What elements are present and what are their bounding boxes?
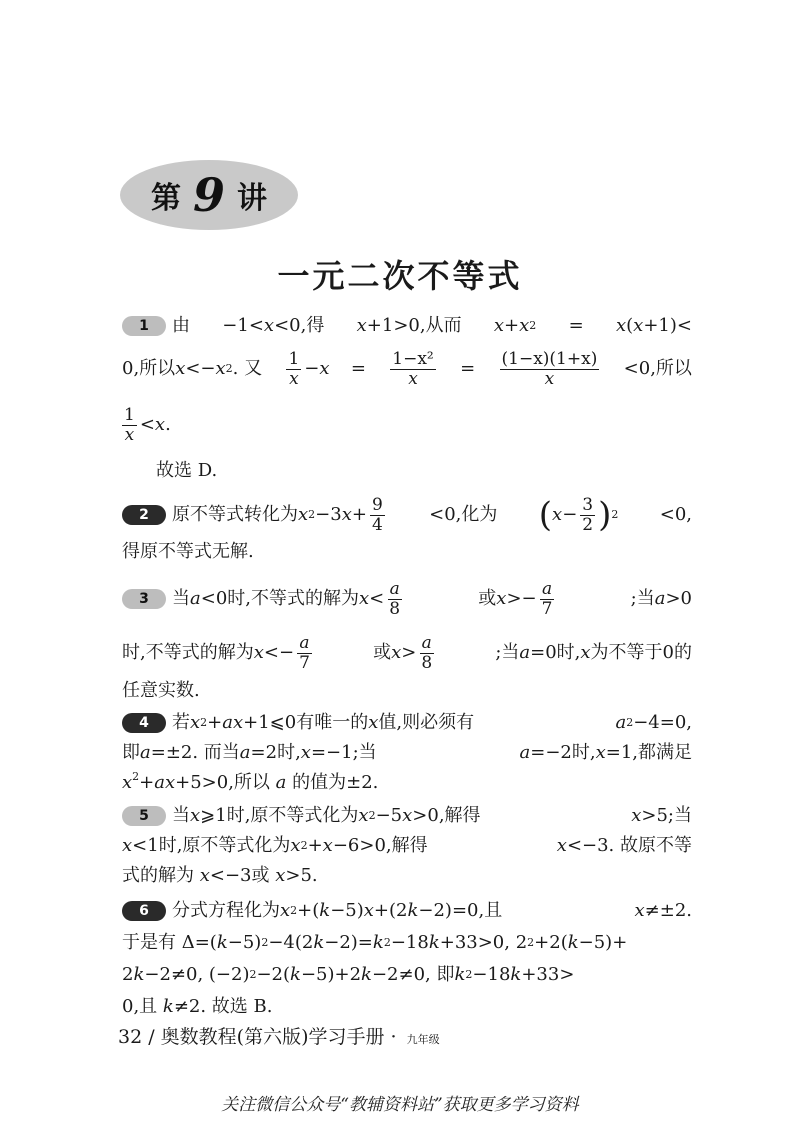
left-paren: ( [538, 495, 553, 536]
fraction [387, 580, 402, 618]
text: −1< [222, 315, 264, 336]
math-var: x [190, 805, 201, 826]
text: >− [506, 588, 537, 610]
text: −2)= [324, 932, 373, 953]
text: −2)=0,且 [418, 900, 503, 921]
text: = [460, 358, 476, 380]
text: +2( [534, 932, 568, 953]
text: >0,解得 [412, 805, 481, 826]
text: 当 [172, 805, 190, 826]
math-var: x [341, 504, 352, 526]
p6-line2-s1: 于是有 Δ=( k −5) 2 −4(2 k −2)= k 2 −18 k +33>0, 2 2 +2( k −5)+ [122, 929, 627, 957]
p1-line1-e1 [222, 312, 324, 340]
numerator: a [389, 579, 400, 599]
text: +(2 [373, 900, 408, 921]
text: <1时,原不等式化为 [132, 835, 291, 856]
lecture-number: 9 [192, 168, 225, 222]
p4-line1-lead: 4 若 x 2 + ax +1⩽0有唯一的 x 值,则必须有 [122, 709, 474, 737]
math-var: x [493, 315, 505, 336]
math-var: x [122, 772, 133, 793]
math-var: ax [222, 712, 244, 733]
math-var: k [361, 964, 372, 985]
numerator: 1−x² [392, 349, 434, 369]
math-var: x [615, 315, 627, 336]
math-var: x [363, 900, 374, 921]
math-var: k [407, 900, 419, 921]
denominator: 8 [421, 652, 433, 673]
math-var: x [280, 900, 291, 921]
p6-line4 [122, 993, 272, 1021]
denominator: x [124, 424, 135, 445]
text: −4(2 [268, 932, 314, 953]
p5-line1 [122, 802, 692, 830]
p1-line2 [122, 350, 692, 388]
problem-number-badge: 3 [122, 589, 166, 609]
text: −2≠0, (−2) [144, 964, 250, 985]
exponent: 2 [132, 770, 140, 783]
fraction [370, 496, 385, 534]
p1-line2-s2 [283, 350, 329, 388]
text: −5)+ [578, 932, 628, 953]
p6-line1 [122, 897, 692, 925]
math-var: x [358, 805, 369, 826]
footer-separator: / [142, 1026, 161, 1048]
math-var: x [634, 900, 645, 921]
math-var: a [275, 772, 287, 793]
p4-line2-s2 [520, 739, 693, 767]
numerator: 1 [124, 405, 135, 425]
p5-line1-lead: 5 当 x ⩾1时,原不等式化为 x 2 −5 x >0,解得 [122, 802, 481, 830]
numerator: (1−x)(1+x) [501, 349, 598, 369]
text: 或 [478, 588, 497, 610]
problem-number-badge: 5 [122, 806, 166, 826]
p3-line2-s3 [495, 639, 692, 667]
math-var: x [275, 865, 286, 886]
numerator: a [299, 633, 310, 653]
numerator: 1 [288, 349, 300, 369]
math-var: x [556, 835, 567, 856]
text: +33>0, 2 [439, 932, 528, 953]
text: −5) [227, 932, 262, 953]
p3-line1 [122, 580, 692, 618]
math-var: x [580, 642, 591, 664]
text: 由 [172, 315, 190, 336]
p5-line1-end [631, 802, 692, 830]
text: −3 [315, 504, 342, 526]
math-var: x [359, 588, 370, 610]
text: − [304, 358, 320, 380]
fraction [500, 350, 600, 388]
text: <0时,不等式的解为 [200, 588, 359, 610]
text: = [568, 315, 584, 336]
text: < [369, 588, 385, 610]
math-var: k [567, 932, 579, 953]
math-var: a [519, 742, 531, 763]
text: 0,所以 [122, 358, 176, 380]
p2-line1-lead: 2 原不等式转化为 x 2 −3 x + $\frac{9}{4}$ [122, 496, 388, 534]
p4-line3 [122, 769, 378, 797]
p4-line2-s1 [122, 739, 377, 767]
fraction [297, 634, 312, 672]
text: −5)+2 [300, 964, 362, 985]
math-var: x [319, 358, 330, 380]
math-var: x [190, 712, 201, 733]
p2-line2: 得原不等式无解. [122, 541, 254, 562]
text: 于是有 Δ=( [122, 932, 217, 953]
text: 分式方程化为 [172, 900, 280, 921]
text: <0,所以 [623, 358, 692, 380]
denominator: 7 [299, 652, 310, 673]
text: ≠2. 故选 B. [173, 996, 273, 1017]
math-var: x [175, 358, 186, 380]
p1-line3 [122, 406, 171, 444]
text: 即 [122, 742, 140, 763]
text: +5>0,所以 [175, 772, 276, 793]
text: ;当 [495, 642, 520, 664]
math-var: x [631, 805, 642, 826]
denominator: 7 [541, 598, 553, 619]
page-title: 一元二次不等式 [277, 257, 523, 295]
text: −6>0,解得 [332, 835, 428, 856]
p1-line1-e3: x + x 2 [494, 312, 536, 340]
text: − [562, 504, 578, 526]
p2-line1 [122, 496, 692, 534]
page-number: 32 [118, 1026, 143, 1048]
denominator: x [408, 368, 418, 389]
p6-line3 [122, 961, 692, 989]
fraction [390, 350, 435, 388]
text: 当 [172, 588, 190, 610]
math-var: k [216, 932, 228, 953]
p3-line2-s2 [373, 634, 437, 672]
math-var: x [300, 742, 311, 763]
math-var: k [162, 996, 174, 1017]
text: 0,且 [122, 996, 163, 1017]
p4-line1-end: a 2 −4=0, [615, 709, 692, 737]
math-var: x [253, 642, 264, 664]
text: 2 [122, 964, 134, 985]
p1-conclusion: 故选 D. [156, 460, 218, 481]
text: + [139, 772, 155, 793]
text: <− [263, 642, 295, 664]
math-var: k [510, 964, 522, 985]
fraction [419, 634, 434, 672]
problem-number-badge: 4 [122, 713, 166, 733]
math-var: x [496, 588, 507, 610]
math-var: x [215, 358, 226, 380]
p6-line1-lead: 6 分式方程化为 x 2 +( k −5) x +(2 k −2)=0,且 [122, 897, 502, 925]
math-var: x [391, 642, 402, 664]
p3-line2-s1 [122, 634, 315, 672]
text: −5) [330, 900, 364, 921]
text: =−2时, [530, 742, 596, 763]
text: +1)< [643, 315, 692, 336]
text: −4=0, [633, 712, 692, 733]
math-var: x [356, 315, 367, 336]
text: . 又 [232, 358, 263, 380]
fraction [580, 496, 595, 534]
text: 或 [373, 642, 392, 664]
math-var: k [372, 932, 384, 953]
text: + [207, 712, 223, 733]
p3-line1-mid [478, 580, 557, 618]
numerator: a [421, 633, 432, 653]
text: = [350, 358, 366, 380]
text: =±2. 而当 [150, 742, 240, 763]
p4-line2 [122, 739, 692, 767]
p5-line2 [122, 832, 692, 860]
math-var: x [633, 315, 644, 336]
math-var: x [322, 835, 333, 856]
text: −18 [390, 932, 429, 953]
text: 为不等于0的 [590, 642, 692, 664]
grade-label: 九年级 [406, 1033, 440, 1046]
math-var: x [552, 504, 563, 526]
math-var: x [154, 414, 166, 436]
text: −2( [256, 964, 291, 985]
math-var: x [290, 835, 301, 856]
math-var: a [140, 742, 151, 763]
denominator: 2 [582, 514, 594, 535]
text: 原不等式转化为 [172, 504, 298, 526]
math-var: x [263, 315, 275, 336]
math-var: k [319, 900, 331, 921]
text: +1⩽0有唯一的 [243, 712, 369, 733]
text: ;当 [630, 588, 655, 610]
text: ( [626, 315, 634, 336]
math-var: x [595, 742, 606, 763]
text: >0 [665, 588, 692, 610]
fraction [286, 350, 301, 388]
p4-line1 [122, 709, 692, 737]
p5-line2-end [557, 832, 692, 860]
text: 时,不等式的解为 [122, 642, 254, 664]
fraction [540, 580, 555, 618]
p6-line3-s1: 2 k −2≠0, (−2) 2 −2( k −5)+2 k −2≠0, 即 k 2 −18 k +33> [122, 961, 574, 989]
text: > [401, 642, 417, 664]
p1-line1-e4 [616, 312, 692, 340]
text: >5. [285, 865, 318, 886]
page-footer [118, 1022, 440, 1049]
text: =0时, [530, 642, 581, 664]
math-var: k [313, 932, 325, 953]
p1-line1 [122, 312, 692, 340]
text: +( [297, 900, 320, 921]
p3-line1-lead [122, 580, 405, 618]
text: + [351, 504, 367, 526]
text: <0, [659, 504, 692, 526]
book-title: 奥数教程(第六版)学习手册 · [160, 1026, 403, 1048]
numerator: a [541, 579, 553, 599]
lecture-prefix: 第 [150, 181, 181, 216]
math-var: x [199, 865, 210, 886]
p6-line2 [122, 929, 692, 957]
text: + [504, 315, 520, 336]
numerator: 9 [371, 495, 383, 515]
text: +1>0,从而 [366, 315, 462, 336]
p3-line1-end [631, 585, 692, 613]
math-var: a [654, 588, 666, 610]
text: 若 [172, 712, 190, 733]
math-var: x [122, 835, 133, 856]
text: −18 [472, 964, 511, 985]
problem-number-badge: 1 [122, 316, 166, 336]
text: −2≠0, 即 [371, 964, 455, 985]
math-var: k [428, 932, 440, 953]
math-var: a [190, 588, 201, 610]
p6-line1-end [635, 897, 693, 925]
text: < [139, 414, 155, 436]
math-var: x [298, 504, 309, 526]
text: 值,则必须有 [378, 712, 475, 733]
p2-line1-paren: ( x − $\frac{3}{2}$ ) 2 [538, 495, 619, 536]
p1-line1-e2 [357, 312, 462, 340]
p3-line3: 任意实数. [122, 680, 200, 701]
text: −5 [375, 805, 403, 826]
math-var: a [519, 642, 531, 664]
text: + [307, 835, 323, 856]
math-var: a [239, 742, 251, 763]
p5-line2-s1: x <1时,原不等式化为 x 2 + x −6>0,解得 [122, 832, 428, 860]
denominator: 4 [371, 514, 383, 535]
denominator: x [289, 368, 299, 389]
text: . [165, 414, 171, 436]
text: <−3. 故原不等 [566, 835, 692, 856]
text: =2时, [250, 742, 301, 763]
math-var: x [368, 712, 379, 733]
p1-line1-lead [122, 312, 190, 340]
p5-line3 [122, 862, 318, 890]
text: <0,得 [274, 315, 325, 336]
math-var: ax [154, 772, 176, 793]
text: 式的解为 [122, 865, 200, 886]
text: ≠±2. [644, 900, 692, 921]
text: ⩾1时,原不等式化为 [200, 805, 359, 826]
text: <− [185, 358, 216, 380]
denominator: 8 [389, 598, 401, 619]
math-var: x [519, 315, 530, 336]
lecture-suffix: 讲 [237, 181, 267, 216]
fraction [122, 406, 137, 444]
text: <−3或 [209, 865, 276, 886]
text: 的值为±2. [286, 772, 379, 793]
math-var: a [615, 712, 627, 733]
lecture-badge [120, 160, 298, 230]
math-var: k [290, 964, 301, 985]
text: <0,化为 [429, 504, 498, 526]
p1-line2-s1: 0,所以 x <− x 2 . 又 [122, 355, 262, 383]
right-paren: ) [598, 495, 612, 536]
math-var: x [402, 805, 413, 826]
math-var: k [454, 964, 466, 985]
denominator: x [544, 368, 555, 389]
text: =−1;当 [310, 742, 377, 763]
text: =1,都满足 [605, 742, 692, 763]
problem-number-badge: 6 [122, 901, 166, 921]
p3-line2 [122, 634, 692, 672]
text: >5;当 [641, 805, 692, 826]
watermark-text: 关注微信公众号“教辅资料站”获取更多学习资料 [221, 1095, 579, 1115]
numerator: 3 [582, 495, 594, 515]
problem-number-badge: 2 [122, 505, 166, 525]
math-var: k [133, 964, 145, 985]
text: +33> [521, 964, 575, 985]
